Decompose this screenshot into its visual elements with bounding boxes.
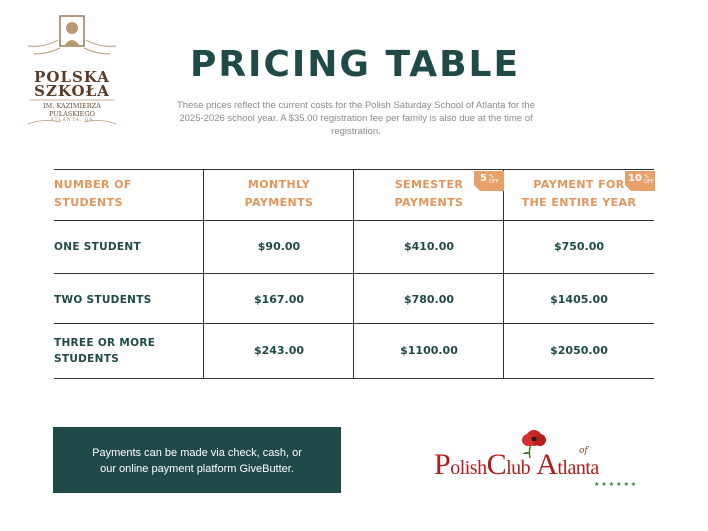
price-one-monthly: $90.00: [257, 240, 301, 253]
club-name-part: P: [434, 448, 451, 481]
price-two-year: $1405.00: [550, 293, 608, 306]
badge-suffix-off: OFF: [489, 179, 499, 185]
header-line: MONTHLY: [247, 178, 311, 191]
row-label-one-student: [54, 239, 141, 255]
discount-badge-semester: [474, 171, 504, 191]
club-name-of: of: [579, 446, 588, 456]
row-label-line: ONE STUDENT: [54, 241, 141, 253]
badge-value: 5: [480, 173, 487, 184]
price-one-year: $750.00: [553, 240, 605, 253]
club-name-part: olish: [450, 457, 487, 479]
row-label-line: TWO STUDENTS: [54, 294, 152, 306]
badge-suffix-percent: %: [489, 174, 494, 180]
table-divider: [54, 273, 654, 274]
row-label-two-students: [54, 292, 152, 308]
logo-text-line3: IM. KAZIMIERZA: [43, 102, 101, 110]
badge-suffix: [489, 175, 499, 185]
polish-club-logo: [434, 428, 660, 494]
badge-suffix-off: OFF: [644, 179, 654, 185]
header-line: STUDENTS: [54, 196, 123, 209]
price-three-semester: $1100.00: [400, 344, 458, 357]
club-name-part: C: [486, 448, 507, 481]
header-number-of-students: [54, 176, 202, 212]
school-logo: [20, 14, 124, 126]
logo-text-line1: POLSKA: [34, 68, 110, 86]
price-three-year: $2050.00: [550, 344, 608, 357]
star-row-icon: ★★★★★★: [594, 482, 639, 488]
header-line: SEMESTER: [394, 178, 464, 191]
header-line: PAYMENTS: [394, 196, 464, 209]
price-two-monthly: $167.00: [253, 293, 305, 306]
badge-suffix-percent: %: [644, 174, 649, 180]
table-divider: [54, 169, 654, 170]
logo-text-line4: PUŁASKIEGO: [49, 110, 95, 118]
badge-suffix: [644, 175, 654, 185]
payment-info-box: [53, 427, 341, 493]
club-name-part: A: [536, 448, 558, 481]
header-line: THE ENTIRE YEAR: [521, 196, 637, 209]
discount-badge-year: [625, 171, 655, 191]
header-line: NUMBER OF: [54, 178, 132, 191]
price-two-semester: $780.00: [403, 293, 455, 306]
logo-text-line5: ATLANTA, GA: [50, 118, 94, 123]
table-divider: [54, 323, 654, 324]
payment-info-line1: Payments can be made via check, cash, or: [92, 447, 302, 459]
page-title: PRICING TABLE: [189, 44, 521, 85]
price-three-monthly: $243.00: [253, 344, 305, 357]
row-label-three-or-more: [54, 335, 155, 367]
header-line: PAYMENTS: [244, 196, 314, 209]
table-divider: [54, 378, 654, 379]
header-line: PAYMENT FOR: [533, 178, 625, 191]
row-label-line: STUDENTS: [54, 353, 120, 365]
header-monthly-payments: [204, 176, 354, 212]
logo-text-line2: SZKOŁA: [34, 82, 110, 100]
club-name-part: tlanta: [557, 457, 599, 479]
table-divider: [54, 220, 654, 221]
price-one-semester: $410.00: [403, 240, 455, 253]
page-subtitle: These prices reflect the current costs for the Polish Saturday School of Atlanta for the 2025-2026 school year. A $35.00 registration fee per family is also due at the time of registration.: [176, 100, 536, 137]
payment-info-line2: our online payment platform GiveButter.: [100, 463, 294, 475]
row-label-line: THREE OR MORE: [54, 337, 156, 349]
badge-value: 10: [628, 173, 642, 184]
club-name: [434, 448, 599, 482]
club-name-part: lub: [506, 457, 531, 479]
